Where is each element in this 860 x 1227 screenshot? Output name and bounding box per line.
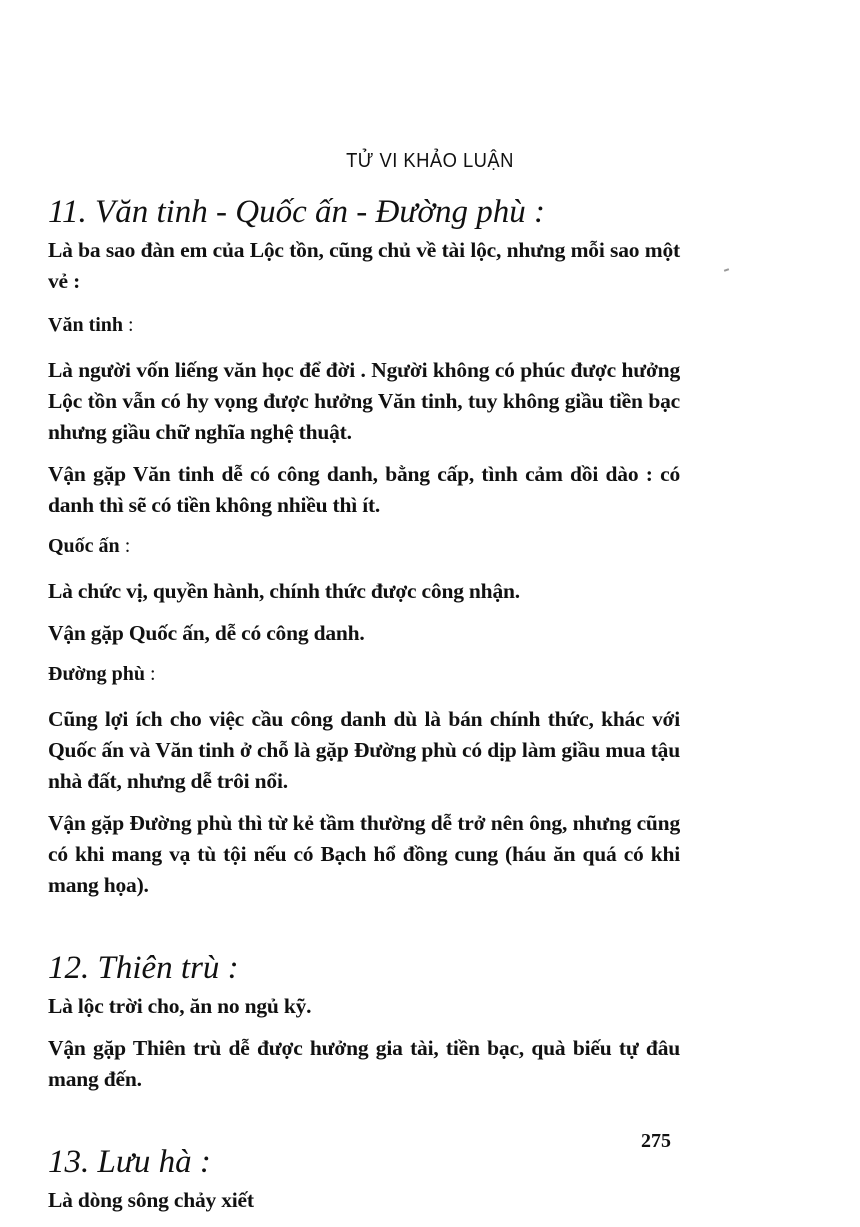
subheading-label: Đường phù (48, 663, 146, 685)
paragraph: Vận gặp Thiên trù dễ được hưởng gia tài, tiền bạc, quà biếu tự đâu mang đến. (48, 1036, 680, 1091)
paragraph: Là người vốn liếng văn học để đời . Người không có phúc được hưởng Lộc tồn vẫn có hy vọng được hưởng Văn tinh, tuy không giầu tiền bạc nhưng giầu chữ nghĩa nghệ thuật. (48, 358, 680, 444)
subheading-van-tinh: Văn tinh : (48, 314, 134, 336)
section-title-13: 13. Lưu hà : (48, 1144, 211, 1180)
section-11-intro: Là ba sao đàn em của Lộc tồn, cũng chủ về tài lộc, nhưng mỗi sao một vẻ : (48, 238, 680, 293)
paragraph: Là chức vị, quyền hành, chính thức được công nhận. (48, 579, 520, 603)
paragraph: Cũng lợi ích cho việc cầu công danh dù là bán chính thức, khác với Quốc ấn và Văn tinh ở chỗ là gặp Đường phù có dịp làm giầu mua tậu nhà đất, nhưng dễ trôi nổi. (48, 707, 680, 793)
paragraph: Vận gặp Văn tinh dễ có công danh, bằng cấp, tình cảm dồi dào : có danh thì sẽ có tiền không nhiều thì ít. (48, 462, 680, 517)
section-title-12: 12. Thiên trù : (48, 950, 239, 986)
paragraph: Là dòng sông chảy xiết (48, 1188, 254, 1212)
paragraph: Là lộc trời cho, ăn no ngủ kỹ. (48, 994, 312, 1018)
scan-speck (724, 268, 729, 272)
subheading-quoc-an: Quốc ấn : (48, 535, 131, 557)
section-title-11: 11. Văn tinh - Quốc ấn - Đường phù : (48, 194, 545, 230)
subheading-duong-phu: Đường phù : (48, 663, 156, 685)
section-spacer (48, 1106, 680, 1142)
subheading-label: Quốc ấn (48, 535, 120, 557)
subheading-label: Văn tinh (48, 314, 124, 336)
page-content (48, 192, 680, 1227)
section-spacer (48, 912, 680, 948)
page-number: 275 (641, 1130, 671, 1152)
paragraph: Vận gặp Đường phù thì từ kẻ tầm thường dễ trở nên ông, nhưng cũng có khi mang vạ tù tội nếu có Bạch hổ đồng cung (háu ăn quá có khi mang họa). (48, 811, 680, 897)
paragraph: Vận gặp Quốc ấn, dễ có công danh. (48, 621, 365, 645)
running-header: TỬ VI KHẢO LUẬN (346, 150, 514, 172)
